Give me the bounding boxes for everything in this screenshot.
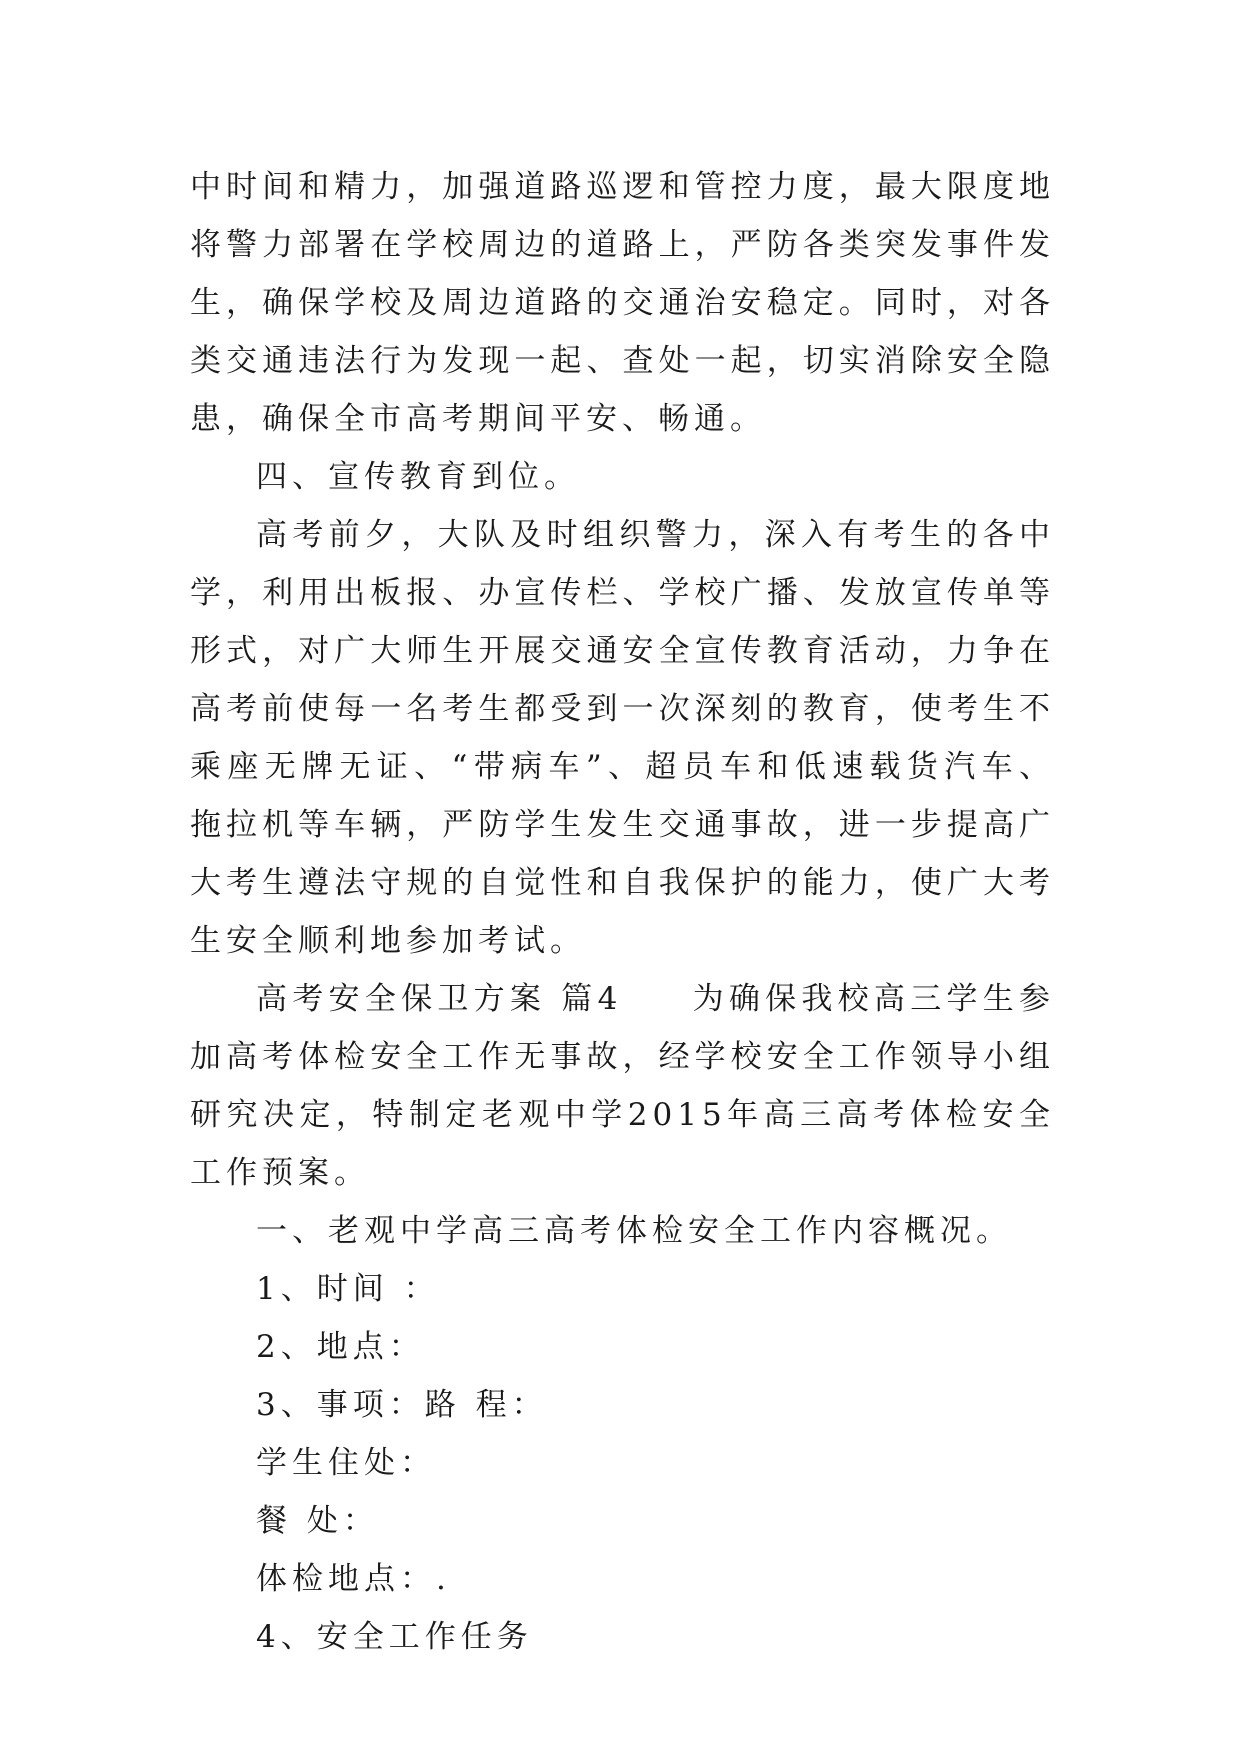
item-matters-route: 3、事项：路 程： [256, 1387, 548, 1423]
paragraph-plan-4 [190, 970, 1055, 1202]
paragraph-continuation: 中时间和精力，加强道路巡逻和管控力度，最大限度地将警力部署在学校周边的道路上，严防各类突发事件发生，确保学校及周边道路的交通治安稳定。同时，对各类交通违法行为发现一起、查处一起，切实消除安全隐患，确保全市高考期间平安、畅通。 [190, 169, 1055, 437]
item-safety-tasks: 4、安全工作任务 [256, 1619, 533, 1655]
document-body [190, 158, 1055, 1666]
heading-publicity-education: 四、宣传教育到位。 [256, 459, 580, 495]
heading-section-one: 一、老观中学高三高考体检安全工作内容概况。 [256, 1213, 1012, 1249]
plan-4-text: 为确保我校高三学生参加高考体检安全工作无事故，经学校安全工作领导小组研究决定，特制定老观中学2015年高三高考体检安全工作预案。 [190, 981, 1056, 1191]
item-time: 1、时间 ： [256, 1271, 440, 1307]
item-dining-place: 餐 处： [256, 1503, 379, 1539]
plan-4-title: 高考安全保卫方案 篇4 [256, 981, 623, 1017]
paragraph-publicity-education: 高考前夕，大队及时组织警力，深入有考生的各中学，利用出板报、办宣传栏、学校广播、发放宣传单等形式，对广大师生开展交通安全宣传教育活动，力争在高考前使每一名考生都受到一次深刻的教育，使考生不乘座无牌无证、“带病车”、超员车和低速载货汽车、拖拉机等车辆，严防学生发生交通事故，进一步提高广大考生遵法守规的自觉性和自我保护的能力，使广大考生安全顺利地参加考试。 [190, 517, 1055, 959]
item-location: 2、地点： [256, 1329, 425, 1365]
item-exam-location: 体检地点：. [256, 1561, 451, 1597]
item-student-residence: 学生住处： [256, 1445, 436, 1481]
